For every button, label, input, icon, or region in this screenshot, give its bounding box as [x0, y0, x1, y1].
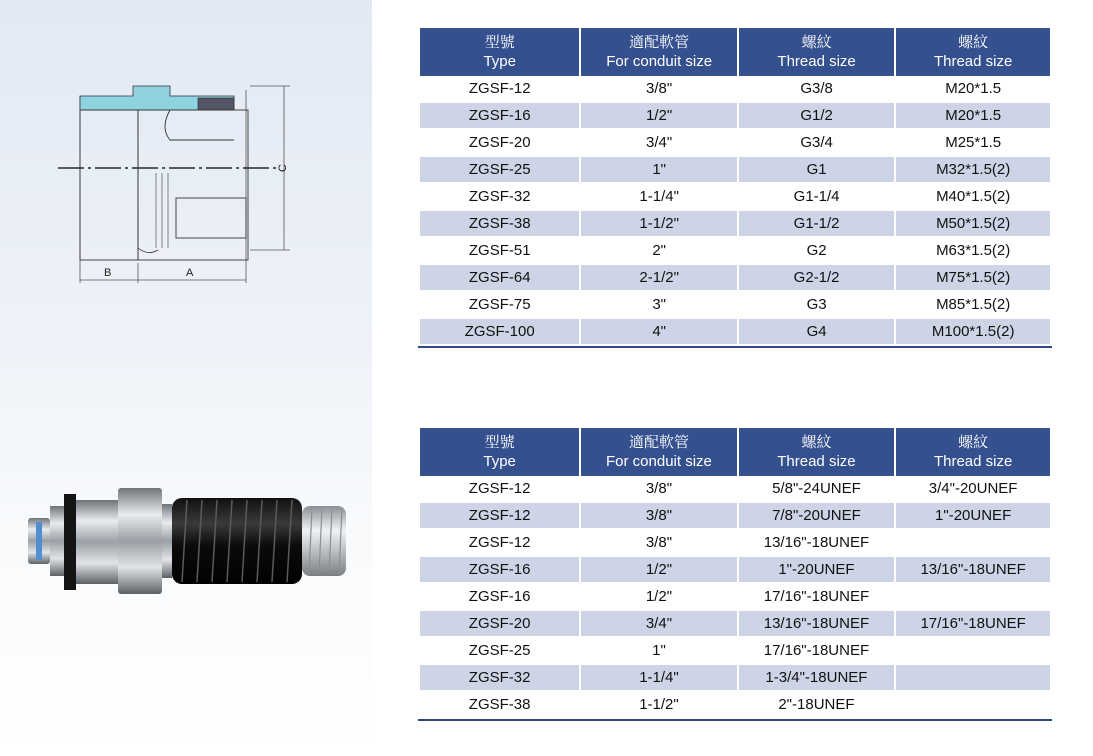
table-row — [420, 292, 1050, 319]
table-cell: 1/2" — [581, 557, 736, 584]
table-cell: ZGSF-16 — [420, 103, 579, 130]
table-cell — [896, 530, 1050, 557]
table-cell: 1" — [581, 638, 736, 665]
table-cell — [896, 584, 1050, 611]
label-a: A — [186, 267, 194, 279]
table-row — [420, 530, 1050, 557]
table-row — [420, 638, 1050, 665]
table-row — [420, 503, 1050, 530]
table-cell: M32*1.5(2) — [896, 157, 1050, 184]
table-cell: ZGSF-12 — [420, 476, 579, 503]
table-cell: ZGSF-16 — [420, 584, 579, 611]
table-cell: ZGSF-16 — [420, 557, 579, 584]
table-cell: ZGSF-51 — [420, 238, 579, 265]
table-row — [420, 265, 1050, 292]
table-cell — [896, 665, 1050, 692]
table-cell: 17/16"-18UNEF — [739, 638, 895, 665]
table-cell: 3/4"-20UNEF — [896, 476, 1050, 503]
table-cell: G3/8 — [739, 76, 894, 103]
table-cell: M100*1.5(2) — [896, 319, 1050, 346]
technical-drawing — [58, 78, 298, 288]
table-cell: 1-1/2" — [581, 211, 736, 238]
table-cell: G2 — [739, 238, 894, 265]
spec-table-unef — [418, 428, 1052, 721]
table-cell: M85*1.5(2) — [896, 292, 1050, 319]
table-row — [420, 211, 1050, 238]
table-cell: 1" — [581, 157, 736, 184]
table-cell: ZGSF-25 — [420, 638, 579, 665]
table-cell: 3/8" — [581, 530, 736, 557]
table-cell: ZGSF-100 — [420, 319, 579, 346]
table-cell: 17/16"-18UNEF — [896, 611, 1050, 638]
table-header-row — [420, 428, 1050, 476]
table-cell: M20*1.5 — [896, 103, 1050, 130]
table-cell: 2"-18UNEF — [739, 692, 895, 719]
header-thread-size: 螺紋 Thread size — [739, 28, 894, 76]
table-cell: 3/4" — [581, 130, 736, 157]
table-cell: 1"-20UNEF — [896, 503, 1050, 530]
table-cell: G2-1/2 — [739, 265, 894, 292]
product-photo — [22, 476, 352, 606]
table-row — [420, 157, 1050, 184]
table-row — [420, 611, 1050, 638]
table-cell: 1/2" — [581, 103, 736, 130]
header-type: 型號 Type — [420, 28, 579, 76]
table-cell: ZGSF-38 — [420, 692, 579, 719]
table-cell: ZGSF-12 — [420, 503, 579, 530]
table-row — [420, 130, 1050, 157]
table-cell: 1-1/2" — [581, 692, 736, 719]
table-cell: 1-3/4"-18UNEF — [739, 665, 895, 692]
table-cell: 3" — [581, 292, 736, 319]
label-c: C — [277, 164, 289, 172]
table-cell: ZGSF-75 — [420, 292, 579, 319]
table-cell: ZGSF-20 — [420, 611, 579, 638]
table-cell: 13/16"-18UNEF — [739, 530, 895, 557]
header-thread-size-2: 螺紋 Thread size — [896, 428, 1050, 476]
table-cell: 1-1/4" — [581, 665, 736, 692]
table-cell: M20*1.5 — [896, 76, 1050, 103]
table-cell: 3/8" — [581, 503, 736, 530]
table-cell: ZGSF-64 — [420, 265, 579, 292]
table-cell: G1 — [739, 157, 894, 184]
table-cell: 13/16"-18UNEF — [739, 611, 895, 638]
table-cell: G1-1/2 — [739, 211, 894, 238]
table-row — [420, 692, 1050, 719]
table-row — [420, 76, 1050, 103]
table-cell: ZGSF-12 — [420, 76, 579, 103]
table-cell: 7/8"-20UNEF — [739, 503, 895, 530]
table-cell: M50*1.5(2) — [896, 211, 1050, 238]
table-cell: M75*1.5(2) — [896, 265, 1050, 292]
table-cell: 3/8" — [581, 76, 736, 103]
table-row — [420, 557, 1050, 584]
spec-table-metric — [418, 28, 1052, 348]
table-cell: G3 — [739, 292, 894, 319]
header-conduit-size: 適配軟管 For conduit size — [581, 428, 736, 476]
table-cell: 17/16"-18UNEF — [739, 584, 895, 611]
table-cell: 13/16"-18UNEF — [896, 557, 1050, 584]
table-row — [420, 238, 1050, 265]
table-cell: M63*1.5(2) — [896, 238, 1050, 265]
table-row — [420, 665, 1050, 692]
table-cell: 2-1/2" — [581, 265, 736, 292]
table-cell — [896, 692, 1050, 719]
table-cell: 4" — [581, 319, 736, 346]
table-cell: 3/4" — [581, 611, 736, 638]
table-cell — [896, 638, 1050, 665]
table-row — [420, 476, 1050, 503]
table-cell: 1"-20UNEF — [739, 557, 895, 584]
table-row — [420, 319, 1050, 346]
table-cell: 3/8" — [581, 476, 736, 503]
table-row — [420, 584, 1050, 611]
table-cell: ZGSF-32 — [420, 184, 579, 211]
table-cell: ZGSF-38 — [420, 211, 579, 238]
table-cell: ZGSF-20 — [420, 130, 579, 157]
table-row — [420, 184, 1050, 211]
table-cell: 2" — [581, 238, 736, 265]
table-cell: 1/2" — [581, 584, 736, 611]
header-conduit-size: 適配軟管 For conduit size — [581, 28, 736, 76]
header-type: 型號 Type — [420, 428, 579, 476]
table-cell: G1-1/4 — [739, 184, 894, 211]
table-cell: ZGSF-32 — [420, 665, 579, 692]
table-cell: ZGSF-25 — [420, 157, 579, 184]
table-cell: ZGSF-12 — [420, 530, 579, 557]
table-cell: G1/2 — [739, 103, 894, 130]
header-thread-size-2: 螺紋 Thread size — [896, 28, 1050, 76]
table-cell: M40*1.5(2) — [896, 184, 1050, 211]
table-cell: G4 — [739, 319, 894, 346]
header-thread-size: 螺紋 Thread size — [739, 428, 895, 476]
table-cell: G3/4 — [739, 130, 894, 157]
table-cell: M25*1.5 — [896, 130, 1050, 157]
table-cell: 5/8"-24UNEF — [739, 476, 895, 503]
table-header-row — [420, 28, 1050, 76]
table-cell: 1-1/4" — [581, 184, 736, 211]
table-row — [420, 103, 1050, 130]
label-b: B — [104, 267, 112, 279]
